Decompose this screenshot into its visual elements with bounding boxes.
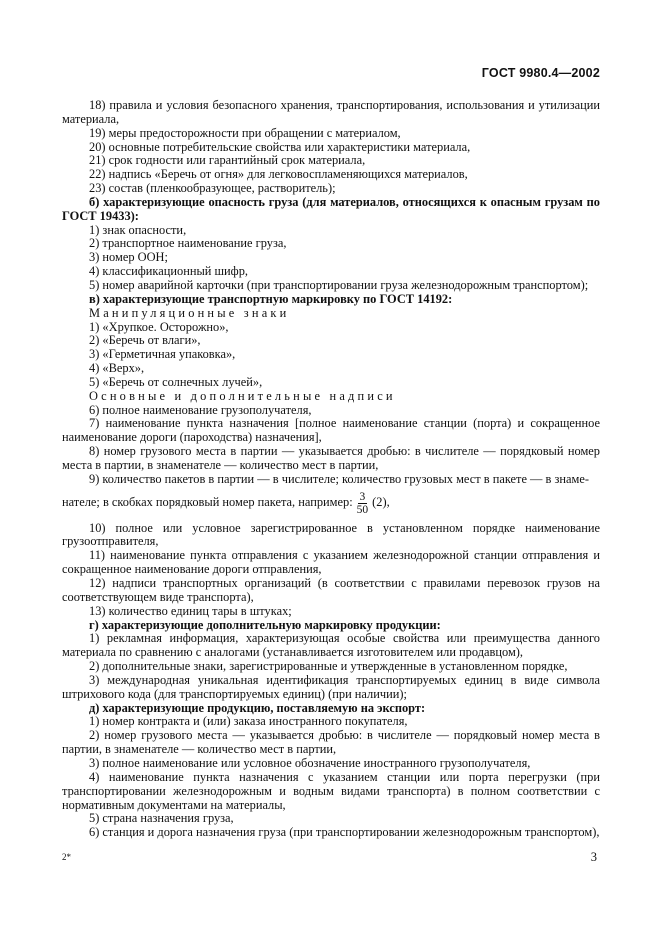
list-item: 7) наименование пункта назначения [полное наименование станции (порта) и сокращенное наименование дороги (пароходства) назначения], bbox=[62, 416, 600, 445]
list-item: 11) наименование пункта отправления с указанием железнодорожной станции отправления и сокращенное наименование дороги отправления, bbox=[62, 548, 600, 577]
list-item: 20) основные потребительские свойства или характеристики материала, bbox=[89, 139, 471, 154]
fraction-denominator: 50 bbox=[356, 503, 369, 516]
list-item: 12) надписи транспортных организаций (в соответствии с правилами перевозок грузов на соответствующем виде транспорта), bbox=[62, 576, 600, 604]
list-item: 5) «Беречь от солнечных лучей», bbox=[89, 374, 263, 389]
fraction bbox=[357, 491, 369, 516]
subheading-main-inscriptions: Основные и дополнительные надписи bbox=[89, 388, 396, 403]
page-number: 3 bbox=[590, 850, 597, 864]
section-heading-g: г) характеризующие дополнительную маркировку продукции: bbox=[89, 617, 441, 632]
list-item: 3) номер ООН; bbox=[89, 250, 168, 265]
list-item: 3) полное наименование или условное обозначение иностранного грузополучателя, bbox=[89, 755, 531, 770]
subheading-manipulation-signs: Манипуляционные знаки bbox=[89, 305, 290, 320]
list-item: 19) меры предосторожности при обращении с материалом, bbox=[89, 125, 401, 140]
list-item: 2) номер грузового места — указывается дробью: в числителе — порядковый номер места в партии, в знаменателе — количество мест в партии, bbox=[62, 728, 600, 757]
signature-mark: 2* bbox=[62, 852, 71, 862]
list-item: 1) номер контракта и (или) заказа иностранного покупателя, bbox=[89, 714, 408, 729]
list-item: 3) «Герметичная упаковка», bbox=[89, 347, 236, 362]
list-item: 2) транспортное наименование груза, bbox=[89, 236, 287, 251]
fraction-lead-text: нателе; в скобках порядковый номер пакета, например: bbox=[62, 495, 353, 510]
list-item: 5) номер аварийной карточки (при транспортировании груза железнодорожным транспортом); bbox=[89, 277, 589, 292]
list-item: 13) количество единиц тары в штуках; bbox=[89, 603, 292, 618]
section-heading-d: д) характеризующие продукцию, поставляемую на экспорт: bbox=[89, 700, 426, 715]
list-item: 2) дополнительные знаки, зарегистрированные и утвержденные в установленном порядке, bbox=[89, 659, 568, 674]
list-item: 6) полное наименование грузополучателя, bbox=[89, 402, 312, 417]
fraction-example-line bbox=[62, 491, 600, 516]
fraction-numerator: 3 bbox=[359, 490, 366, 503]
list-item: 5) страна назначения груза, bbox=[89, 811, 234, 826]
list-item: 4) «Верх», bbox=[89, 361, 145, 376]
list-item: 4) классификационный шифр, bbox=[89, 264, 249, 279]
list-item: 1) знак опасности, bbox=[89, 222, 187, 237]
list-item: 6) станция и дорога назначения груза (при транспортировании железнодорожным транспортом), bbox=[89, 825, 600, 840]
list-item: 2) «Беречь от влаги», bbox=[89, 333, 201, 348]
list-item: 4) наименование пункта назначения с указанием станции или порта перегрузки (при транспортировании железнодорожным и водным видами транспорта) в полном соответствии с нормативным документами на материалы, bbox=[62, 769, 600, 812]
list-item: 8) номер грузового места в партии — указывается дробью: в числителе — порядковый номер места в партии, в знаменателе — количество мест в партии, bbox=[62, 444, 600, 472]
list-item: 23) состав (пленкообразующее, растворитель); bbox=[89, 181, 336, 196]
section-heading-b: б) характеризующие опасность груза (для материалов, относящихся к опасным грузам по ГОСТ 19433): bbox=[62, 194, 600, 223]
list-item: 1) рекламная информация, характеризующая особые свойства или преимущества данного материала по сравнению с аналогами (устанавливается изготовителем или продавцом), bbox=[62, 631, 600, 660]
list-item: 1) «Хрупкое. Осторожно», bbox=[89, 319, 229, 334]
list-item: 21) срок годности или гарантийный срок материала, bbox=[89, 153, 366, 168]
fraction-tail: (2), bbox=[372, 495, 390, 510]
list-item: 10) полное или условное зарегистрированное в установленном порядке наименование грузоотправителя, bbox=[62, 520, 600, 549]
list-item: 22) надпись «Беречь от огня» для легковоспламеняющихся материалов, bbox=[89, 167, 468, 182]
list-item: 3) международная уникальная идентификация транспортируемых единиц в виде символа штрихового кода (для транспортируемых единиц) (при наличии); bbox=[62, 672, 600, 701]
list-item: 9) количество пакетов в партии — в числителе; количество грузовых мест в пакете — в знаме- bbox=[89, 471, 589, 486]
list-item: 18) правила и условия безопасного хранения, транспортирования, использования и утилизации материала, bbox=[62, 98, 600, 126]
document-body bbox=[62, 99, 600, 840]
section-heading-v: в) характеризующие транспортную маркировку по ГОСТ 14192: bbox=[89, 291, 453, 306]
document-header: ГОСТ 9980.4—2002 bbox=[481, 66, 600, 80]
